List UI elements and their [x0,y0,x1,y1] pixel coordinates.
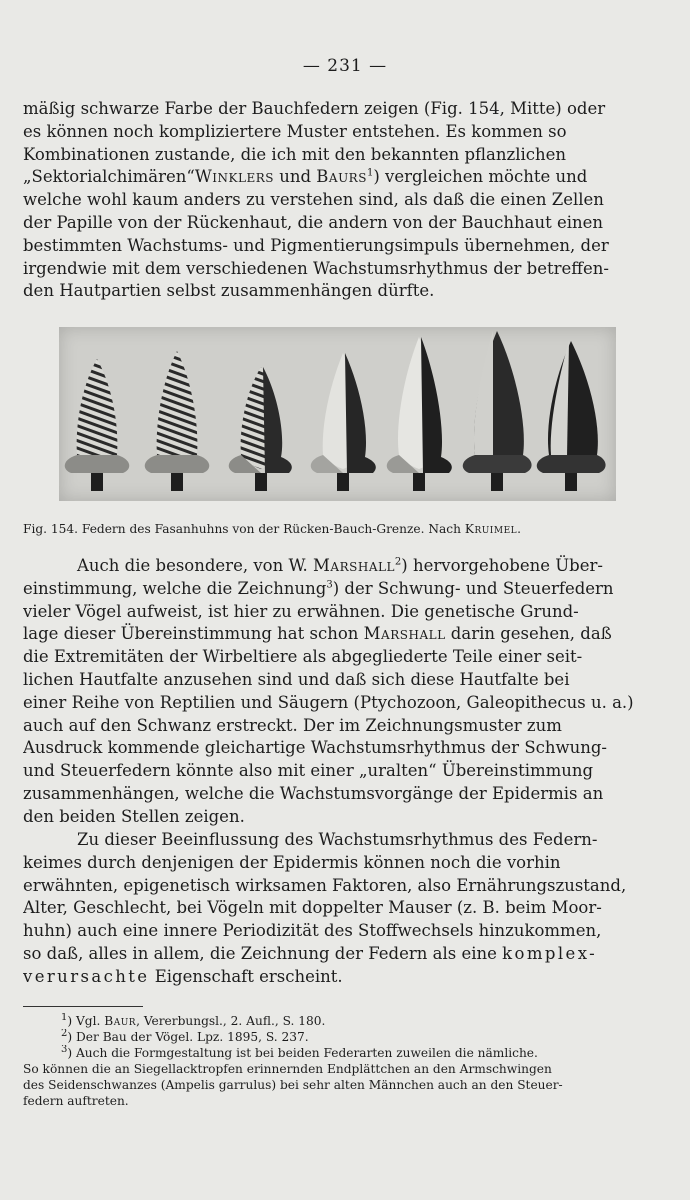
text-line [23,555,659,578]
author-name: Baurs [316,167,367,187]
footnote-2 [23,1029,663,1045]
paragraph-3 [23,829,659,989]
text-line [23,943,659,966]
text-fragment: einstimmung, welche die Zeichnung [23,578,327,598]
footnote-marker: 2 [394,556,402,568]
text-line: irgendwie mit dem verschiedenen Wachstumsrhythmus der betreffen- [23,258,609,278]
text-line: auch auf den Schwanz erstreckt. Der im Zeichnungsmuster zum [23,715,562,735]
text-line: und Steuerfedern könnte also mit einer „uralten“ Übereinstimmung [23,761,594,781]
figure-caption [23,521,663,537]
text-line: es können noch kompliziertere Muster entstehen. Es kommen so [23,121,567,141]
text-fragment: ) der Schwung- und Steuerfedern [332,578,614,598]
footnote-marker: 3 [61,1045,68,1055]
text-fragment: Eigenschaft erscheint. [149,966,343,986]
footnote-1 [23,1013,663,1029]
text-line [23,166,659,189]
text-fragment: ) vergleichen möchte und [373,167,588,187]
footnote-marker: 1 [61,1013,68,1023]
text-line [23,578,659,601]
quoted-term: „Sektorialchimären“ [23,167,195,187]
text-line: bestimmten Wachstums- und Pigmentierungsimpuls übernehmen, der [23,235,609,255]
text-line: die Extremitäten der Wirbeltiere als abgegliederte Teile einer seit- [23,647,583,667]
text-fragment: ) Vgl. [67,1014,105,1028]
emphasis-text: komplex- [502,943,598,963]
text-fragment: ) Der Bau der Vögel. Lpz. 1895, S. 237. [67,1030,309,1044]
feather-6 [463,331,532,491]
text-line: der Papille von der Rückenhaut, die andern von der Bauchhaut einen [23,212,604,232]
text-fragment: ) hervorgehobene Über- [401,556,603,575]
text-line: mäßig schwarze Farbe der Bauchfedern zeigen (Fig. 154, Mitte) oder [23,99,606,118]
text-line [23,966,659,989]
feather-4 [311,353,376,491]
feather-illustration [59,327,616,501]
text-line: erwähnten, epigenetisch wirksamen Faktoren, also Ernährungszustand, [23,875,627,895]
footnote-marker: 3 [326,579,333,591]
text-line: Ausdruck kommende gleichartige Wachstumsrhythmus der Schwung- [23,738,608,758]
emphasis-text: verursachte [23,966,150,986]
text-line: keimes durch denjenigen der Epidermis können noch die vorhin [23,852,561,872]
footnote-line: So können die an Siegellacktropfen erinnernden Endplättchen an den Armschwingen [23,1062,552,1076]
text-line: den beiden Stellen zeigen. [23,806,245,826]
author-name: Marshall [363,624,446,644]
text-fragment: lage dieser Übereinstimmung hat schon [23,624,364,644]
feather-7 [537,341,606,491]
figure-label: Fig. 154. [23,522,79,536]
caption-author: Kruimel. [464,522,522,536]
footnote-marker: 1 [366,167,374,179]
footnote-3 [23,1045,663,1061]
feather-5 [387,337,452,491]
text-line: einer Reihe von Reptilien und Säugern (Ptychozoon, Galeopithecus u. a.) [23,692,634,712]
caption-text: Federn des Fasanhuhns von der Rücken-Bauch-Grenze. Nach [78,522,465,536]
text-fragment: und [273,167,317,187]
text-line: Alter, Geschlecht, bei Vögeln mit doppelter Mauser (z. B. beim Moor- [23,898,602,918]
footnotes [23,1013,663,1109]
text-line: Zu dieser Beeinflussung des Wachstumsrhythmus des Federn- [77,830,598,849]
footnote-line: federn auftreten. [23,1094,129,1108]
feather-1 [65,359,130,491]
text-line [23,623,659,646]
text-fragment: , Vererbungsl., 2. Aufl., S. 180. [136,1014,326,1028]
text-fragment: darin gesehen, daß [445,624,612,644]
author-name: Baur [104,1014,137,1028]
text-line: vieler Vögel aufweist, ist hier zu erwähnen. Die genetische Grund- [23,601,579,621]
footnote-marker: 2 [61,1029,68,1039]
text-line: lichen Hautfalte anzusehen sind und daß sich diese Hautfalte bei [23,669,570,689]
paragraph-1 [23,98,659,303]
footnote-line: des Seidenschwanzes (Ampelis garrulus) bei sehr alten Männchen auch an den Steuer- [23,1078,563,1092]
author-name: Winklers [194,167,274,187]
text-fragment: so daß, alles in allem, die Zeichnung der Federn als eine [23,943,503,963]
text-line: huhn) auch eine innere Periodizität des Stoffwechsels hinzukommen, [23,921,602,941]
page-number: — 231 — [302,56,388,76]
footnote-divider [23,1006,143,1007]
feather-3 [229,367,292,491]
feather-2 [145,351,210,491]
text-line: welche wohl kaum anders zu verstehen sind, als daß die einen Zellen [23,190,604,210]
text-line: zusammenhängen, welche die Wachstumsvorgänge der Epidermis an [23,783,604,803]
paragraph-2 [23,555,659,829]
text-line: Kombinationen zustande, die ich mit den bekannten pflanzlichen [23,144,567,164]
feather-figure [59,327,616,501]
text-line: den Hautpartien selbst zusammenhängen dürfte. [23,281,435,301]
text-fragment: ) Auch die Formgestaltung ist bei beiden Federarten zuweilen die nämliche. [67,1046,538,1060]
author-name: Marshall [313,556,395,575]
text-fragment: Auch die besondere, von W. [77,556,314,575]
